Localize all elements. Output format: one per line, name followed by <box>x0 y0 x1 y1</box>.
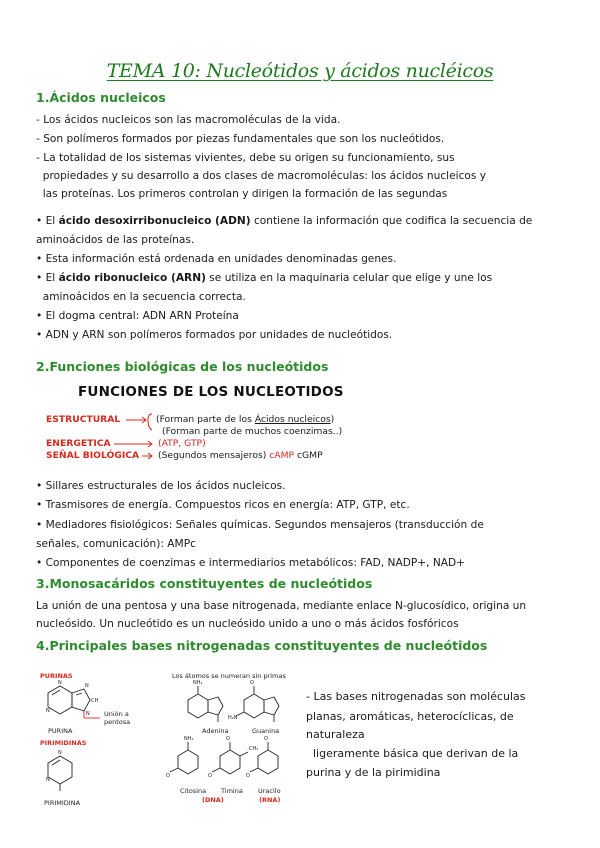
bases-text-line: purina y de la pirimidina <box>306 766 441 779</box>
heading-monosacaridos: 3.Monosacáridos constituyentes de nucleótidos <box>36 576 373 591</box>
svg-text:NH₂: NH₂ <box>184 736 194 742</box>
desc-text: (Forman parte de los <box>156 414 255 425</box>
svg-text:N: N <box>46 777 50 783</box>
text-line: La unión de una pentosa y una base nitrogenada, mediante enlace N-glucosídico, origina un <box>36 600 527 612</box>
svg-text:N: N <box>58 750 62 756</box>
svg-text:O: O <box>208 773 212 779</box>
svg-text:N: N <box>86 711 90 717</box>
svg-text:N: N <box>58 680 62 686</box>
svg-text:N: N <box>46 708 50 714</box>
arn-term: ácido ribonucleico (ARN) <box>58 272 206 284</box>
uracil-ring <box>258 750 278 774</box>
label-timina: Timina <box>221 787 243 795</box>
guanine-ring-5 <box>264 697 279 715</box>
label-purina: PURINA <box>48 727 73 735</box>
label-guanina: Guanina <box>252 727 280 735</box>
desc-underlined: Ácidos nucleicos <box>254 414 331 425</box>
text-line: • ADN y ARN son polímeros formados por unidades de nucleótidos. <box>36 329 393 341</box>
svg-text:CH₃: CH₃ <box>249 746 259 752</box>
label-estructural: ESTRUCTURAL <box>46 414 121 425</box>
text-line: aminoácidos en la secuencia correcta. <box>36 291 246 303</box>
text-line: señales, comunicación): AMPc <box>36 538 196 550</box>
svg-text:N: N <box>85 683 89 689</box>
adenine-ring-6 <box>188 694 208 718</box>
bases-text-line: - Las bases nitrogenadas son moléculas <box>306 690 526 703</box>
guanine-ring-6 <box>244 694 264 718</box>
text-line: • El dogma central: ADN ARN Proteína <box>36 310 239 322</box>
text-line: propiedades y su desarrollo a dos clases de macromoléculas: los ácidos nucleicos y <box>36 170 487 182</box>
label-uracilo: Uracilo <box>258 787 281 795</box>
label-purinas: PURINAS <box>40 672 73 680</box>
page-title: TEMA 10: Nucleótidos y ácidos nucléicos <box>106 60 494 82</box>
energetica-desc: (ATP, GTP) <box>158 438 206 449</box>
svg-text:O: O <box>226 736 230 742</box>
heading-funciones: 2.Funciones biológicas de los nucleótidos <box>36 359 329 374</box>
heading-bases: 4.Principales bases nitrogenadas constituyentes de nucleótidos <box>36 638 488 653</box>
desc-text: ) <box>330 414 335 425</box>
label-energetica: ENERGETICA <box>46 438 111 449</box>
text-line: las proteínas. Los primeros controlan y dirigen la formación de las segundas <box>36 188 448 200</box>
svg-text:O: O <box>250 680 254 686</box>
arn-text: se utiliza en la maquinaria celular que elige y une los <box>205 272 493 284</box>
svg-text:O: O <box>246 773 250 779</box>
svg-text:H₂N: H₂N <box>228 715 238 721</box>
text-line: nucleósido. Un nucleótido es un nucleósido unido a uno o más ácidos fosfóricos <box>36 618 459 630</box>
figure-title: FUNCIONES DE LOS NUCLEOTIDOS <box>78 384 344 400</box>
label-dna: (DNA) <box>202 796 224 804</box>
estructural-desc-2: (Forman parte de muchos coenzimas..) <box>162 426 343 437</box>
text-line: - Son polímeros formados por piezas fundamentales que son los nucleótidos. <box>36 133 445 145</box>
bullet-text: • El <box>36 215 59 227</box>
label-citosina: Citosina <box>180 787 207 795</box>
label-pirimidinas: PIRIMIDINAS <box>40 739 87 747</box>
svg-text:NH₂: NH₂ <box>193 680 203 686</box>
cytosine-ring <box>178 750 198 774</box>
adn-term: ácido desoxirribonucleico (ADN) <box>58 215 251 227</box>
cgmp-label: cGMP <box>296 450 323 461</box>
desc-text: (Segundos mensajeros) <box>158 450 267 461</box>
svg-text:O: O <box>166 773 170 779</box>
label-rna: (RNA) <box>259 796 281 804</box>
thymine-ring <box>220 750 240 774</box>
text-line: • Mediadores fisiológicos: Señales químicas. Segundos mensajeros (transducción de <box>36 519 484 531</box>
text-line: - La totalidad de los sistemas vivientes, debe su origen su funcionamiento, sus <box>36 152 455 164</box>
label-union-pentosa: Unión a pentosa <box>104 710 131 726</box>
label-senal: SEÑAL BIOLÓGICA <box>46 450 140 461</box>
bases-text-line: ligeramente básica que derivan de la <box>306 747 519 760</box>
adenine-ring-5 <box>208 697 223 715</box>
label-adenina: Adenina <box>202 727 229 735</box>
text-line: aminoácidos de las proteínas. <box>36 234 195 246</box>
text-line: - Los ácidos nucleicos son las macromoléculas de la vida. <box>36 114 341 126</box>
camp-label: cAMP <box>269 450 295 461</box>
bases-text-line: planas, aromáticas, heterocíclicas, de <box>306 710 514 723</box>
purine-ring-5 <box>72 689 90 711</box>
svg-text:O: O <box>264 736 268 742</box>
label-pirimidina: PIRIMIDINA <box>44 799 81 807</box>
text-line: • Sillares estructurales de los ácidos nucleicos. <box>36 480 286 492</box>
text-line: • Esta información está ordenada en unidades denominadas genes. <box>36 253 397 265</box>
bullet-text: • El <box>36 272 59 284</box>
label-atomos: Los átomos se numeran sin primas <box>172 672 286 680</box>
bases-text-line: naturaleza <box>306 728 365 741</box>
text-line: • Trasmisores de energía. Compuestos ricos en energía: ATP, GTP, etc. <box>36 499 410 511</box>
adn-text: contiene la información que codifica la secuencia de <box>250 215 533 227</box>
svg-text:CH: CH <box>91 698 99 704</box>
heading-acidos-nucleicos: 1.Ácidos nucleicos <box>36 90 166 105</box>
text-line: • Componentes de coenzimas e intermediarios metabólicos: FAD, NADP+, NAD+ <box>36 557 466 569</box>
